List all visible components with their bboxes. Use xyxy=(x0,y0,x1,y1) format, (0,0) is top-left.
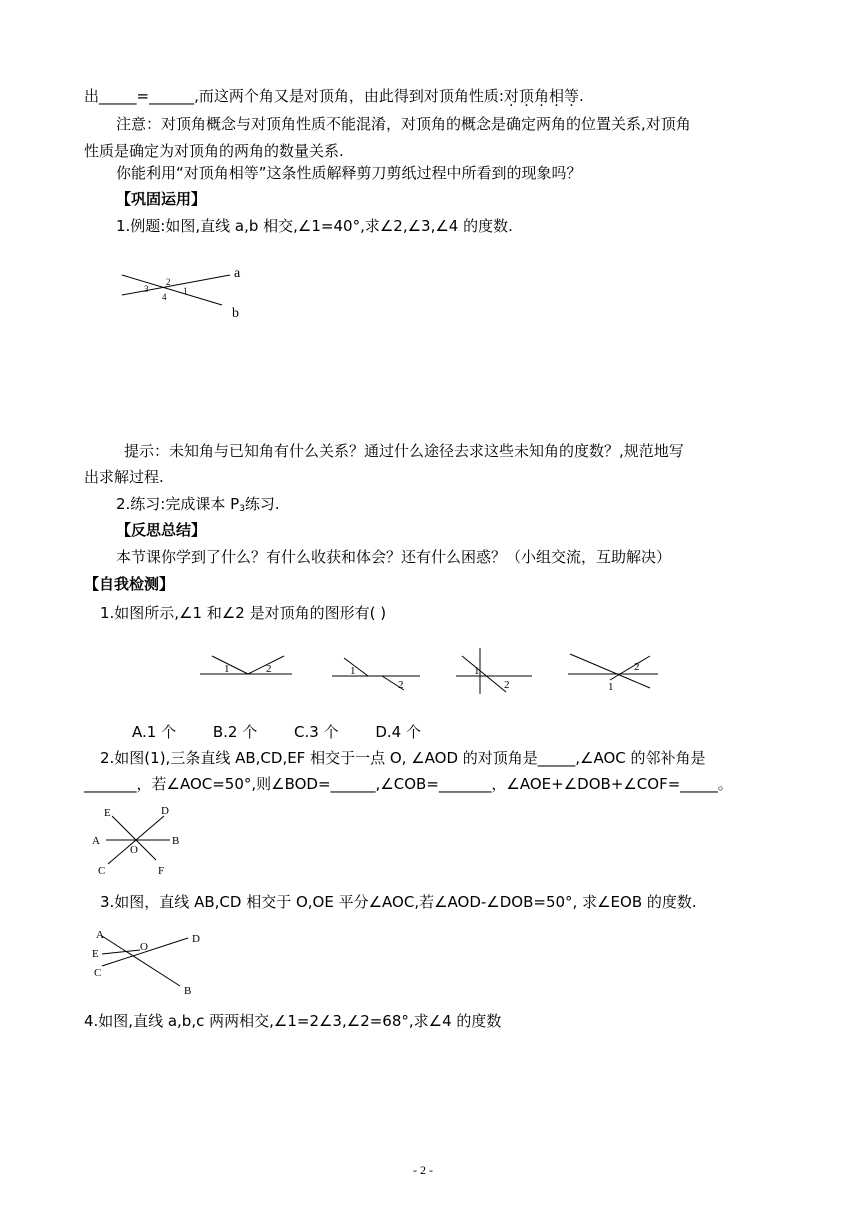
label-e: E xyxy=(104,807,111,819)
angle-label-2: 2 xyxy=(634,661,640,673)
option-a: A.1 个 xyxy=(132,723,177,741)
label-c: C xyxy=(94,967,102,979)
figure-q1-a xyxy=(200,650,295,690)
angle-label-1: 1 xyxy=(183,286,188,296)
practice-text-post: 练习. xyxy=(244,495,280,513)
practice-text xyxy=(116,494,280,519)
option-b: B.2 个 xyxy=(212,723,258,741)
angle-label-1: 1 xyxy=(350,665,356,677)
figure-q1-c xyxy=(456,648,536,696)
emphasized-char: 等 xyxy=(563,87,579,105)
label-e: E xyxy=(92,948,99,960)
angle-label-4: 4 xyxy=(162,292,167,302)
emphasized-char: 相 xyxy=(548,87,564,105)
reflect-text: 本节课你学到了什么？有什么收获和体会？还有什么困惑？（小组交流，互助解决） xyxy=(116,548,672,566)
emphasized-char: 对 xyxy=(503,87,519,105)
label-a: a xyxy=(234,266,241,281)
angle-label-3: 3 xyxy=(144,284,149,294)
question-2-line-1: 2.如图(1),三条直线 AB,CD,EF 相交于一点 O, ∠AOD 的对顶角是_____,∠AOC 的邻补角是 xyxy=(100,749,706,767)
angle-label-2: 2 xyxy=(266,663,272,675)
figure-example-lines xyxy=(110,262,260,322)
line-a xyxy=(122,275,230,295)
label-c: C xyxy=(98,865,106,877)
question-2-line-2: _______，若∠AOC=50°,则∠BOD=______,∠COB=_______，∠AOE+∠DOB+∠COF=_____。 xyxy=(84,775,733,793)
heading-apply: 【巩固运用】 xyxy=(116,190,207,208)
figure-q1-b xyxy=(330,652,425,697)
label-b: B xyxy=(184,985,192,997)
angle-label-1: 1 xyxy=(474,665,480,677)
angle-label-2: 2 xyxy=(504,679,510,691)
figure-q1-d xyxy=(566,650,661,698)
angle-label-1: 1 xyxy=(224,663,230,675)
label-b: B xyxy=(172,835,180,847)
label-a: A xyxy=(96,929,104,941)
hint-line-1: 提示：未知角与已知角有什么关系？通过什么途径去求这些未知角的度数？,规范地写 xyxy=(124,442,684,460)
label-d: D xyxy=(192,933,200,945)
question-line: 你能利用“对顶角相等”这条性质解释剪刀剪纸过程中所看到的现象吗？ xyxy=(116,164,582,182)
label-f: F xyxy=(158,865,165,877)
page-number: - 2 - xyxy=(413,1163,433,1177)
note-line-1: 注意：对顶角概念与对顶角性质不能混淆，对顶角的概念是确定两角的位置关系,对顶角 xyxy=(116,115,691,133)
q1-options xyxy=(132,722,421,742)
hint-line-2: 出求解过程. xyxy=(84,468,164,486)
option-d: D.4 个 xyxy=(375,723,421,741)
emphasized-char: 顶 xyxy=(518,87,534,105)
angle-label-2: 2 xyxy=(166,277,171,287)
option-c: C.3 个 xyxy=(294,723,339,741)
emphasized-char: 角 xyxy=(533,87,549,105)
angle-label-1: 1 xyxy=(608,681,614,693)
ray-oe xyxy=(102,950,140,954)
practice-text-pre: 2.练习:完成课本 P xyxy=(116,495,240,513)
figure-q3 xyxy=(88,926,208,996)
heading-reflect: 【反思总结】 xyxy=(116,521,207,539)
property-text: 出_____=______,而这两个角又是对顶角，由此得到对顶角性质: xyxy=(84,87,504,105)
period: . xyxy=(578,87,584,105)
heading-test: 【自我检测】 xyxy=(84,575,175,593)
figure-q2 xyxy=(88,800,188,880)
example-text: 1.例题:如图,直线 a,b 相交,∠1=40°,求∠2,∠3,∠4 的度数. xyxy=(116,217,513,235)
label-o: O xyxy=(140,941,148,953)
page-subscript: 3 xyxy=(239,504,245,514)
note-line-2: 性质是确定为对顶角的两角的数量关系. xyxy=(84,142,344,160)
text-line-property xyxy=(84,86,584,106)
label-b: b xyxy=(232,306,239,321)
question-4: 4.如图,直线 a,b,c 两两相交,∠1=2∠3,∠2=68°,求∠4 的度数 xyxy=(84,1012,502,1030)
question-1: 1.如图所示,∠1 和∠2 是对顶角的图形有( ) xyxy=(100,604,387,622)
label-a: A xyxy=(92,835,100,847)
question-3: 3.如图，直线 AB,CD 相交于 O,OE 平分∠AOC,若∠AOD-∠DOB=50°, 求∠EOB 的度数. xyxy=(100,893,697,911)
angle-label-2: 2 xyxy=(398,679,404,691)
label-o: O xyxy=(130,844,138,856)
label-d: D xyxy=(161,805,169,817)
